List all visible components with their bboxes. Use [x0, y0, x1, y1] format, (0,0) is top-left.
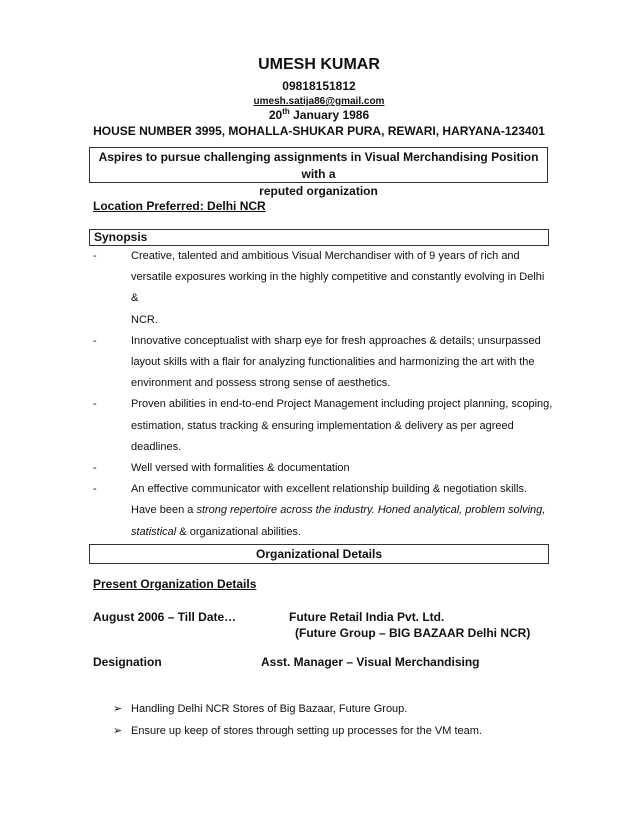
synopsis-line: Innovative conceptualist with sharp eye for fresh approaches & details; unsurpassed: [131, 334, 541, 347]
objective-line-2: reputed organization: [259, 184, 378, 198]
company-group: (Future Group – BIG BAZAAR Delhi NCR): [295, 626, 531, 640]
dash-bullet: -: [93, 483, 97, 496]
objective-line-1: Aspires to pursue challenging assignments in Visual Merchandising Position with a: [98, 150, 539, 181]
objective-box: [89, 147, 548, 198]
designation-value: Asst. Manager – Visual Merchandising: [261, 655, 480, 669]
synopsis-line: Well versed with formalities & documentation: [131, 462, 350, 475]
synopsis-item: [93, 479, 553, 543]
synopsis-list: [93, 246, 553, 543]
synopsis-line: An effective communicator with excellent relationship building & negotiation skills.: [131, 483, 528, 496]
synopsis-line: [131, 522, 553, 543]
synopsis-item: [93, 331, 553, 395]
synopsis-line: layout skills with a flair for analyzing functionalities and harmonizing the art with the: [131, 356, 535, 369]
date-of-birth: [0, 108, 638, 122]
synopsis-line: versatile exposures working in the highly competitive and constantly evolving in Delhi &: [131, 271, 545, 305]
dash-bullet: -: [93, 398, 97, 411]
dash-bullet: -: [93, 462, 97, 475]
synopsis-item: [93, 394, 553, 458]
duty-text: Handling Delhi NCR Stores of Big Bazaar, Future Group.: [131, 703, 408, 715]
duty-item: [113, 724, 482, 737]
duty-text: Ensure up keep of stores through setting up processes for the VM team.: [131, 725, 482, 737]
arrow-bullet-icon: ➢: [113, 703, 123, 715]
company-name: Future Retail India Pvt. Ltd.: [289, 610, 445, 624]
synopsis-line: Proven abilities in end-to-end Project Management including project planning, scoping,: [131, 398, 553, 411]
designation-label: Designation: [93, 655, 162, 669]
dob-day: 20: [268, 108, 283, 122]
synopsis-italic-text: strong repertoire across the industry. Honed analytical, problem solving,: [196, 504, 546, 517]
synopsis-italic-text: statistical: [131, 525, 177, 538]
email-link[interactable]: umesh.satija86@gmail.com: [253, 96, 385, 107]
synopsis-text: Have been a: [131, 504, 197, 517]
synopsis-heading: Synopsis: [89, 229, 549, 246]
employment-period: August 2006 – Till Date…: [93, 610, 237, 624]
synopsis-line: NCR.: [131, 313, 158, 326]
present-organization-heading: Present Organization Details: [93, 577, 257, 591]
dob-month-year: January 1986: [289, 108, 370, 122]
synopsis-line: deadlines.: [131, 440, 182, 453]
dash-bullet: -: [93, 334, 97, 347]
phone-number: 09818151812: [282, 79, 356, 93]
organizational-details-heading: Organizational Details: [89, 544, 549, 564]
address: HOUSE NUMBER 3995, MOHALLA-SHUKAR PURA, REWARI, HARYANA-123401: [93, 124, 545, 138]
synopsis-text: & organizational abilities.: [176, 525, 301, 538]
synopsis-line: estimation, status tracking & ensuring implementation & delivery as per agreed: [131, 419, 514, 432]
arrow-bullet-icon: ➢: [113, 725, 123, 737]
candidate-name: UMESH KUMAR: [258, 56, 380, 73]
synopsis-line: environment and possess strong sense of aesthetics.: [131, 377, 391, 390]
synopsis-line: Creative, talented and ambitious Visual Merchandiser with of 9 years of rich and: [131, 250, 520, 262]
dob-suffix: th: [282, 107, 290, 116]
location-preferred: Location Preferred: Delhi NCR: [93, 199, 266, 213]
synopsis-line: [131, 500, 553, 521]
duty-item: [113, 702, 407, 715]
synopsis-item: [93, 246, 553, 331]
synopsis-item: [93, 458, 553, 479]
dash-bullet: -: [93, 250, 97, 262]
